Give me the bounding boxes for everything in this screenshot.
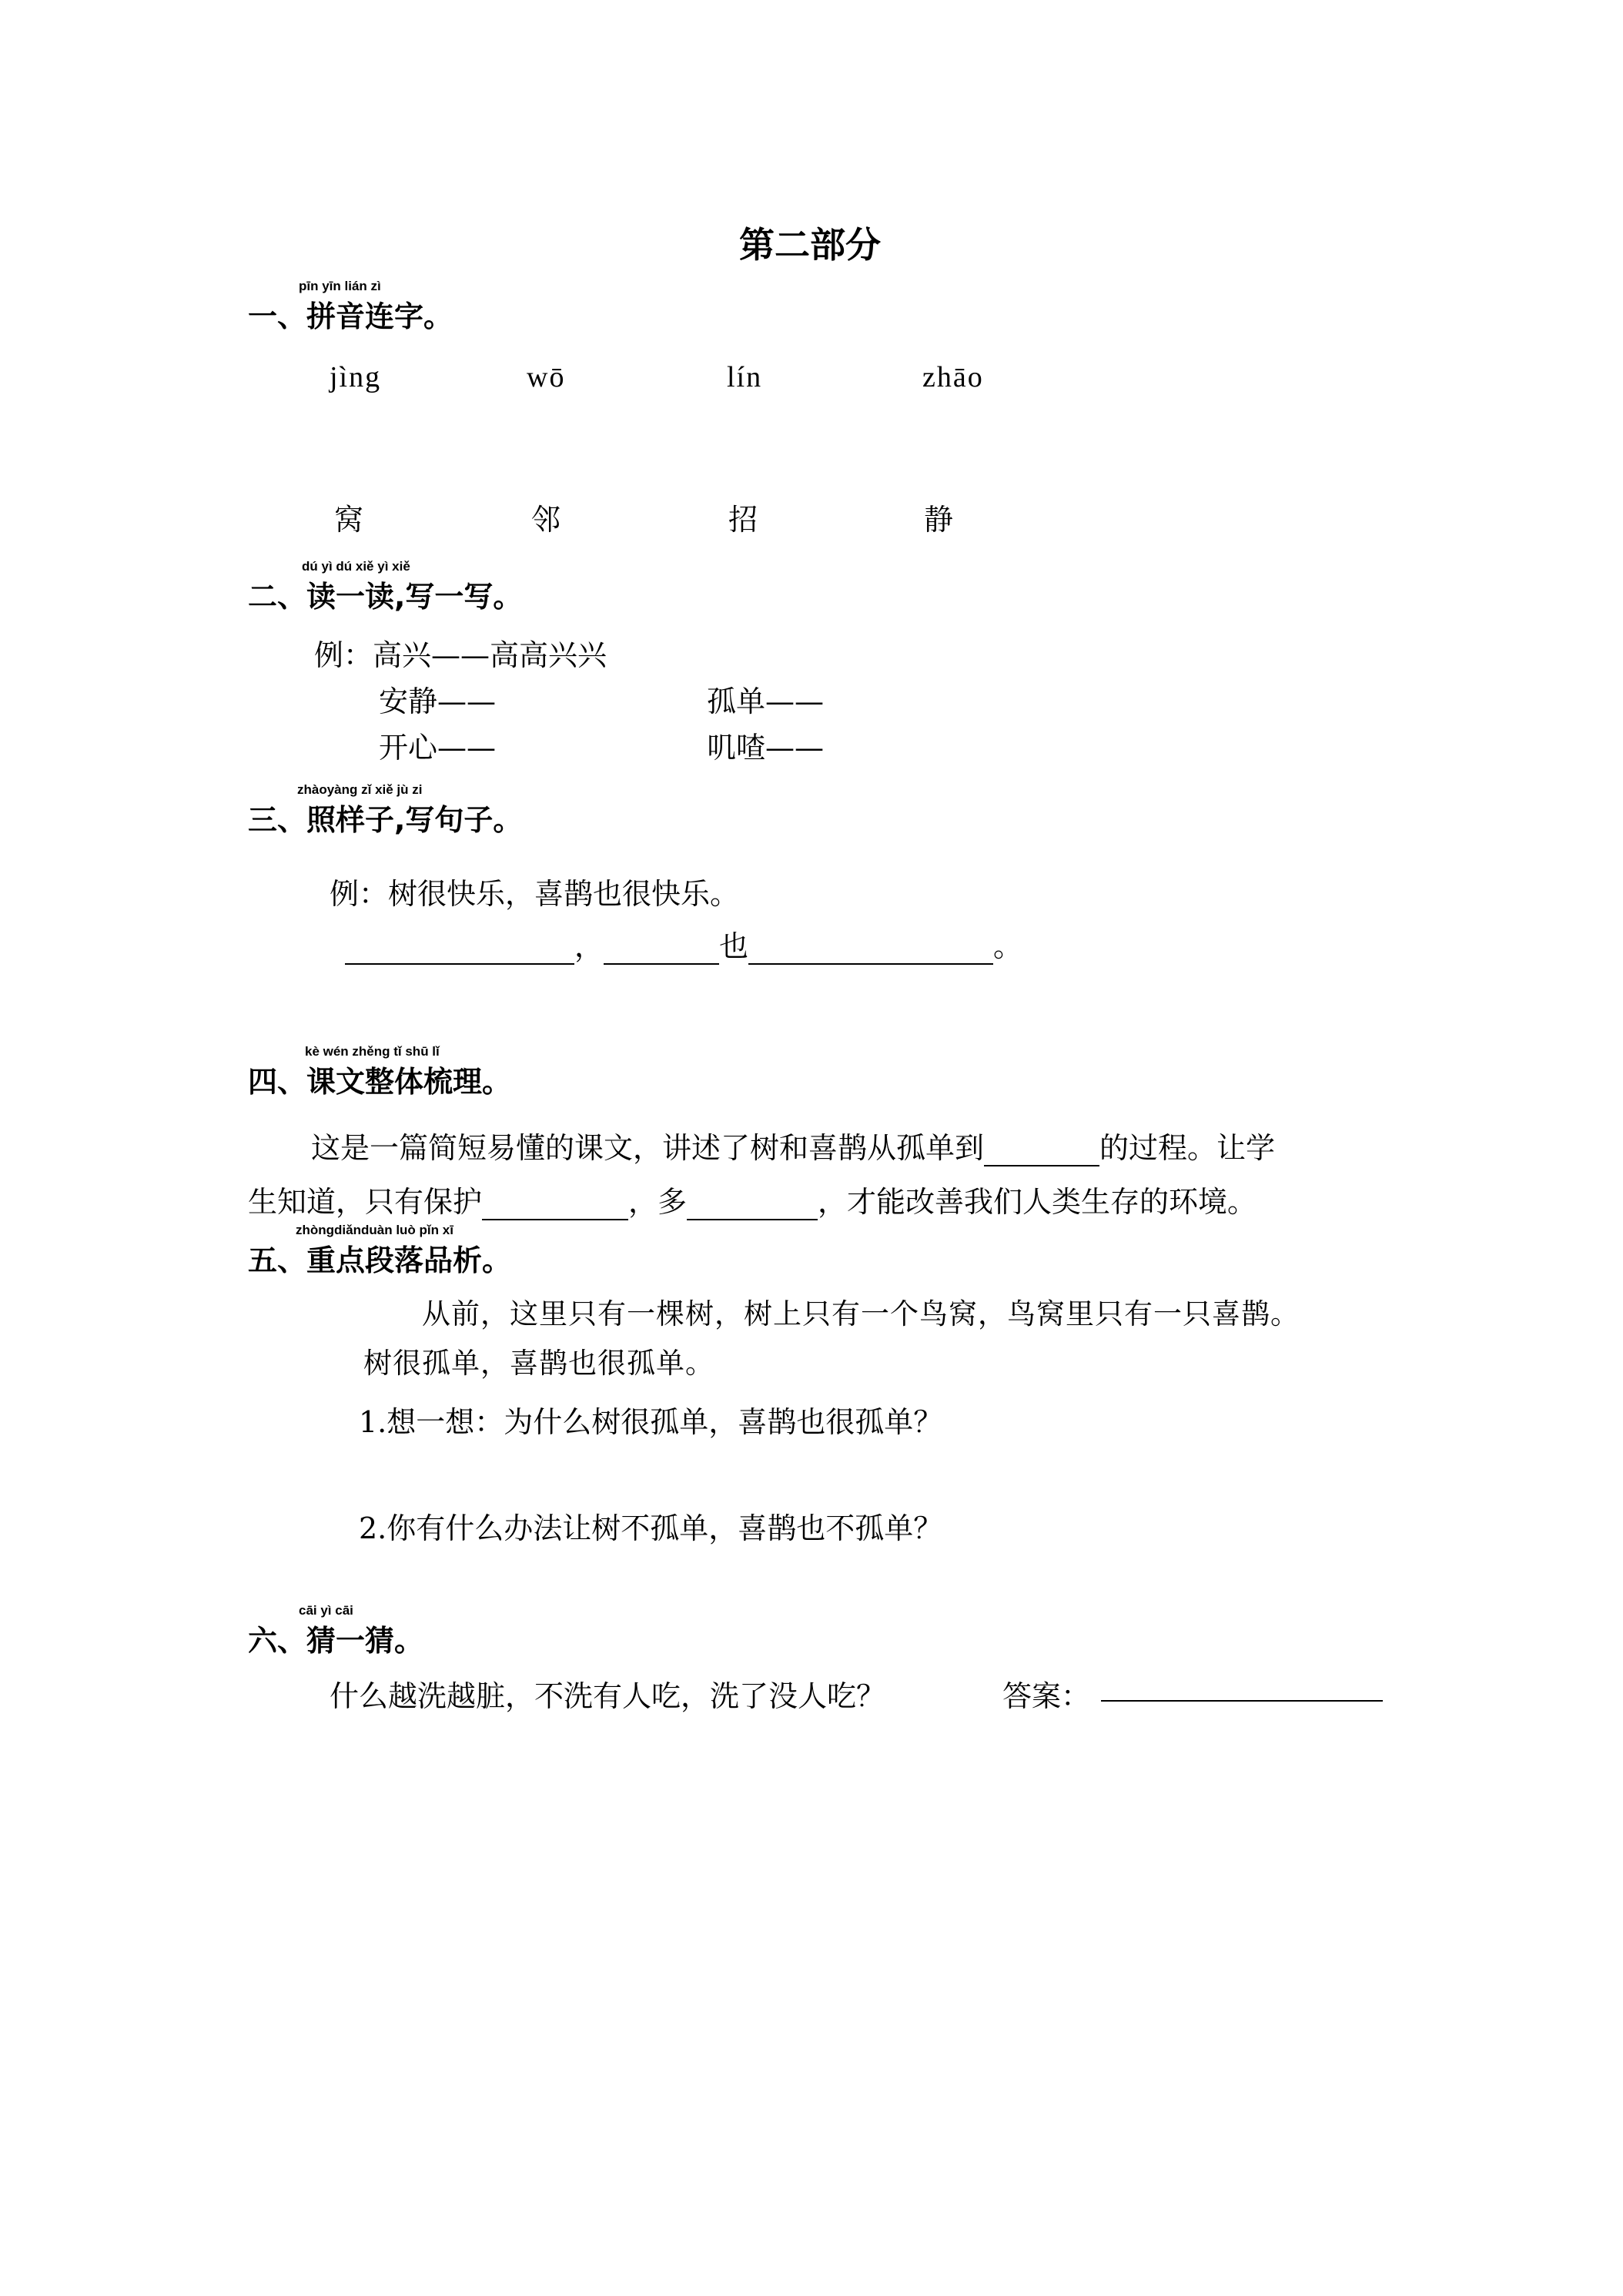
- page-title: 第二部分: [739, 224, 881, 266]
- answer-blank[interactable]: [748, 934, 993, 965]
- word-item: 安静——: [379, 684, 497, 718]
- answer-blank[interactable]: [604, 934, 719, 965]
- summary-text: ，才能改善我们人类生存的环境。: [818, 1185, 1257, 1219]
- summary-text: 生知道，只有保护: [248, 1185, 483, 1219]
- section-4-pinyin: kè wén zhěng tǐ shū lǐ: [305, 1044, 440, 1059]
- word-item: 开心——: [379, 731, 497, 765]
- period-text: 。: [993, 929, 1023, 963]
- answer-label: 答案：: [1002, 1679, 1091, 1713]
- section-2-heading: 二、读一读,写一写。: [248, 580, 523, 614]
- pinyin-item: zhāo: [922, 361, 984, 393]
- char-item: 静: [924, 503, 954, 537]
- answer-line[interactable]: [1101, 1700, 1383, 1702]
- summary-line-1: [311, 1124, 1275, 1166]
- answer-blank[interactable]: [345, 934, 574, 965]
- answer-blank[interactable]: [984, 1136, 1099, 1166]
- comma-text: ，: [574, 929, 604, 963]
- section-5-heading: 五、重点段落品析。: [248, 1243, 512, 1277]
- pinyin-item: lín: [727, 361, 763, 393]
- section-6-heading: 六、猜一猜。: [248, 1624, 424, 1658]
- summary-text: 这是一篇简短易懂的课文，讲述了树和喜鹊从孤单到: [311, 1131, 985, 1165]
- summary-text: 的过程。让学: [1099, 1131, 1276, 1165]
- ye-text: 也: [719, 929, 749, 963]
- question-2: 2.你有什么办法让树不孤单，喜鹊也不孤单？: [359, 1511, 943, 1545]
- example-text: 例：树很快乐，喜鹊也很快乐。: [330, 877, 740, 911]
- passage-line-2: 树很孤单，喜鹊也很孤单。: [363, 1347, 714, 1380]
- pinyin-item: wō: [527, 361, 566, 393]
- riddle-text: 什么越洗越脏，不洗有人吃，洗了没人吃？: [330, 1679, 886, 1713]
- section-2-pinyin: dú yì dú xiě yì xiě: [302, 559, 410, 574]
- section-4-heading: 四、课文整体梳理。: [248, 1065, 512, 1099]
- answer-blank[interactable]: [482, 1190, 628, 1220]
- char-item: 招: [728, 503, 758, 537]
- section-1-heading: 一、拼音连字。: [248, 300, 453, 333]
- section-3-heading: 三、照样子,写句子。: [248, 803, 523, 837]
- char-item: 邻: [531, 503, 561, 537]
- example-text: 例：高兴——高高兴兴: [314, 638, 607, 672]
- sentence-fill-row: [345, 922, 1022, 965]
- pinyin-item: jìng: [330, 361, 382, 393]
- summary-line-2: [248, 1178, 1257, 1220]
- question-1: 1.想一想：为什么树很孤单，喜鹊也很孤单？: [359, 1405, 943, 1439]
- answer-blank[interactable]: [687, 1190, 818, 1220]
- passage-line-1: 从前，这里只有一棵树，树上只有一个鸟窝，鸟窝里只有一只喜鹊。: [422, 1297, 1300, 1330]
- summary-text: ，多: [628, 1185, 688, 1219]
- word-item: 叽喳——: [707, 731, 825, 765]
- section-5-pinyin: zhòngdiǎnduàn luò pǐn xī: [296, 1223, 453, 1237]
- section-1-pinyin: pīn yīn lián zì: [299, 279, 381, 293]
- section-3-pinyin: zhàoyàng zǐ xiě jù zi: [297, 782, 423, 797]
- word-item: 孤单——: [707, 684, 825, 718]
- section-6-pinyin: cāi yì cāi: [299, 1603, 353, 1618]
- char-item: 窝: [334, 503, 364, 537]
